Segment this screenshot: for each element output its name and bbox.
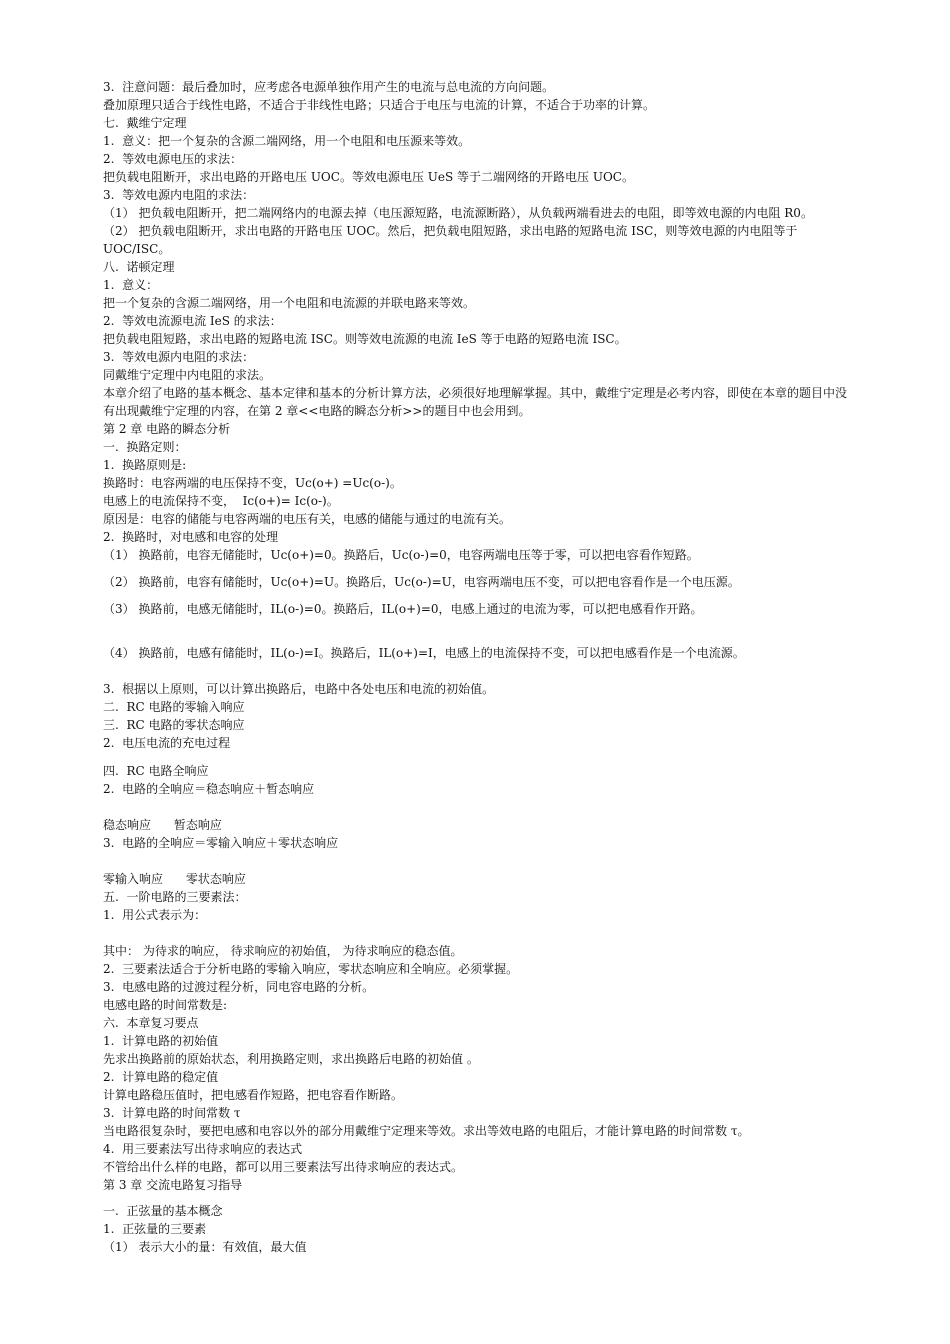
text-line: 当电路很复杂时，要把电感和电容以外的部分用戴维宁定理来等效。求出等效电路的电阻后，才能计算电路的时间常数 τ。 — [103, 1124, 750, 1138]
text-line: 3. 等效电源内电阻的求法： — [103, 350, 255, 364]
text-line: 3. 电路的全响应＝零输入响应＋零状态响应 — [103, 836, 339, 850]
text-line: 第 2 章 电路的瞬态分析 — [103, 422, 231, 436]
text-line: 把负载电阻短路，求出电路的短路电流 ISC。则等效电流源的电流 IeS 等于电路的短路电流 ISC。 — [103, 332, 627, 346]
text-line: 其中： 为待求的响应， 待求响应的初始值， 为待求响应的稳态值。 — [103, 944, 463, 958]
text-line: 1. 意义： — [103, 278, 159, 292]
text-line: 2. 电路的全响应＝稳态响应＋暂态响应 — [103, 782, 315, 796]
text-line: 五. 一阶电路的三要素法： — [103, 890, 247, 904]
text-line: 换路时：电容两端的电压保持不变，Uc(o+) =Uc(o-)。 — [103, 476, 402, 490]
text-line: 不管给出什么样的电路，都可以用三要素法写出待求响应的表达式。 — [103, 1160, 464, 1174]
text-line: 六. 本章复习要点 — [103, 1016, 199, 1030]
text-line: 3. 电感电路的过渡过程分析，同电容电路的分析。 — [103, 980, 375, 994]
text-line: 四. RC 电路全响应 — [103, 764, 209, 778]
text-line: 本章介绍了电路的基本概念、基本定律和基本的分析计算方法，必须很好地理解掌握。其中，戴维宁定理是必考内容，即使在本章的题目中没有出现戴维宁定理的内容，在第 2 章<<电路的瞬态分析>>的题目中也会用到。 — [103, 386, 848, 418]
text-line: 原因是：电容的储能与电容两端的电压有关，电感的储能与通过的电流有关。 — [103, 512, 512, 526]
text-line: 2. 三要素法适合于分析电路的零输入响应，零状态响应和全响应。必须掌握。 — [103, 962, 519, 976]
text-line: 稳态响应 暂态响应 — [103, 818, 222, 832]
text-line: 七. 戴维宁定理 — [103, 116, 187, 130]
text-line: 一. 换路定则： — [103, 440, 187, 454]
text-line: 2. 等效电流源电流 IeS 的求法： — [103, 314, 282, 328]
text-line: 先求出换路前的原始状态，利用换路定则，求出换路后电路的初始值 。 — [103, 1052, 479, 1066]
text-line: 一. 正弦量的基本概念 — [103, 1204, 223, 1218]
text-line: 把负载电阻断开，求出电路的开路电压 UOC。等效电源电压 UeS 等于二端网络的开路电压 UOC。 — [103, 170, 634, 184]
text-line: 2. 计算电路的稳定值 — [103, 1070, 219, 1084]
text-line: （1） 换路前，电容无储能时，Uc(o+)=0。换路后，Uc(o-)=0，电容两端电压等于零，可以把电容看作短路。 — [103, 548, 699, 562]
text-line: 同戴维宁定理中内电阻的求法。 — [103, 368, 272, 382]
text-line: 零输入响应 零状态响应 — [103, 872, 246, 886]
text-line: 1. 正弦量的三要素 — [103, 1222, 207, 1236]
text-line: （2） 换路前，电容有储能时，Uc(o+)=U。换路后，Uc(o-)=U，电容两端电压不变，可以把电容看作是一个电压源。 — [103, 575, 740, 589]
text-line: 3. 等效电源内电阻的求法： — [103, 188, 255, 202]
text-line: 2. 等效电源电压的求法： — [103, 152, 243, 166]
text-line: 计算电路稳压值时，把电感看作短路，把电容看作断路。 — [103, 1088, 404, 1102]
text-line: （2） 把负载电阻断开，求出电路的开路电压 UOC。然后，把负载电阻短路，求出电路的短路电流 ISC，则等效电源的内电阻等于 UOC/ISC。 — [103, 224, 798, 256]
text-line: 电感电路的时间常数是: — [103, 998, 228, 1012]
text-line: 电感上的电流保持不变， Ic(o+)= Ic(o-)。 — [103, 494, 339, 508]
text-line: 4. 用三要素法写出待求响应的表达式 — [103, 1142, 303, 1156]
text-line: 2. 换路时，对电感和电容的处理 — [103, 530, 279, 544]
text-line: 1. 用公式表示为： — [103, 908, 207, 922]
text-line: 1. 计算电路的初始值 — [103, 1034, 219, 1048]
text-line: 1. 意义：把一个复杂的含源二端网络，用一个电阻和电压源来等效。 — [103, 134, 471, 148]
text-line: （4） 换路前，电感有储能时，IL(o-)=I。换路后，IL(o+)=I，电感上的电流保持不变，可以把电感看作是一个电流源。 — [103, 646, 745, 660]
document-page — [103, 78, 848, 1256]
text-line: 第 3 章 交流电路复习指导 — [103, 1178, 243, 1192]
text-line: 3. 注意问题：最后叠加时，应考虑各电源单独作用产生的电流与总电流的方向问题。 — [103, 80, 555, 94]
text-line: 1. 换路原则是: — [103, 458, 187, 472]
text-line: 2. 电压电流的充电过程 — [103, 736, 231, 750]
text-line: 把一个复杂的含源二端网络，用一个电阻和电流源的并联电路来等效。 — [103, 296, 476, 310]
text-line: 三. RC 电路的零状态响应 — [103, 718, 245, 732]
text-line: （1） 把负载电阻断开，把二端网络内的电源去掉（电压源短路，电流源断路），从负载两端看进去的电阻，即等效电源的内电阻 R0。 — [103, 206, 813, 220]
text-line: 3. 根据以上原则，可以计算出换路后，电路中各处电压和电流的初始值。 — [103, 682, 495, 696]
text-line: 八. 诺顿定理 — [103, 260, 175, 274]
text-line: 叠加原理只适合于线性电路，不适合于非线性电路；只适合于电压与电流的计算，不适合于功率的计算。 — [103, 98, 656, 112]
text-line: （3） 换路前，电感无储能时，IL(o-)=0。换路后，IL(o+)=0，电感上通过的电流为零，可以把电感看作开路。 — [103, 602, 703, 616]
text-line: （1） 表示大小的量：有效值，最大值 — [103, 1240, 307, 1254]
text-line: 二. RC 电路的零输入响应 — [103, 700, 245, 714]
text-line: 3. 计算电路的时间常数 τ — [103, 1106, 241, 1120]
